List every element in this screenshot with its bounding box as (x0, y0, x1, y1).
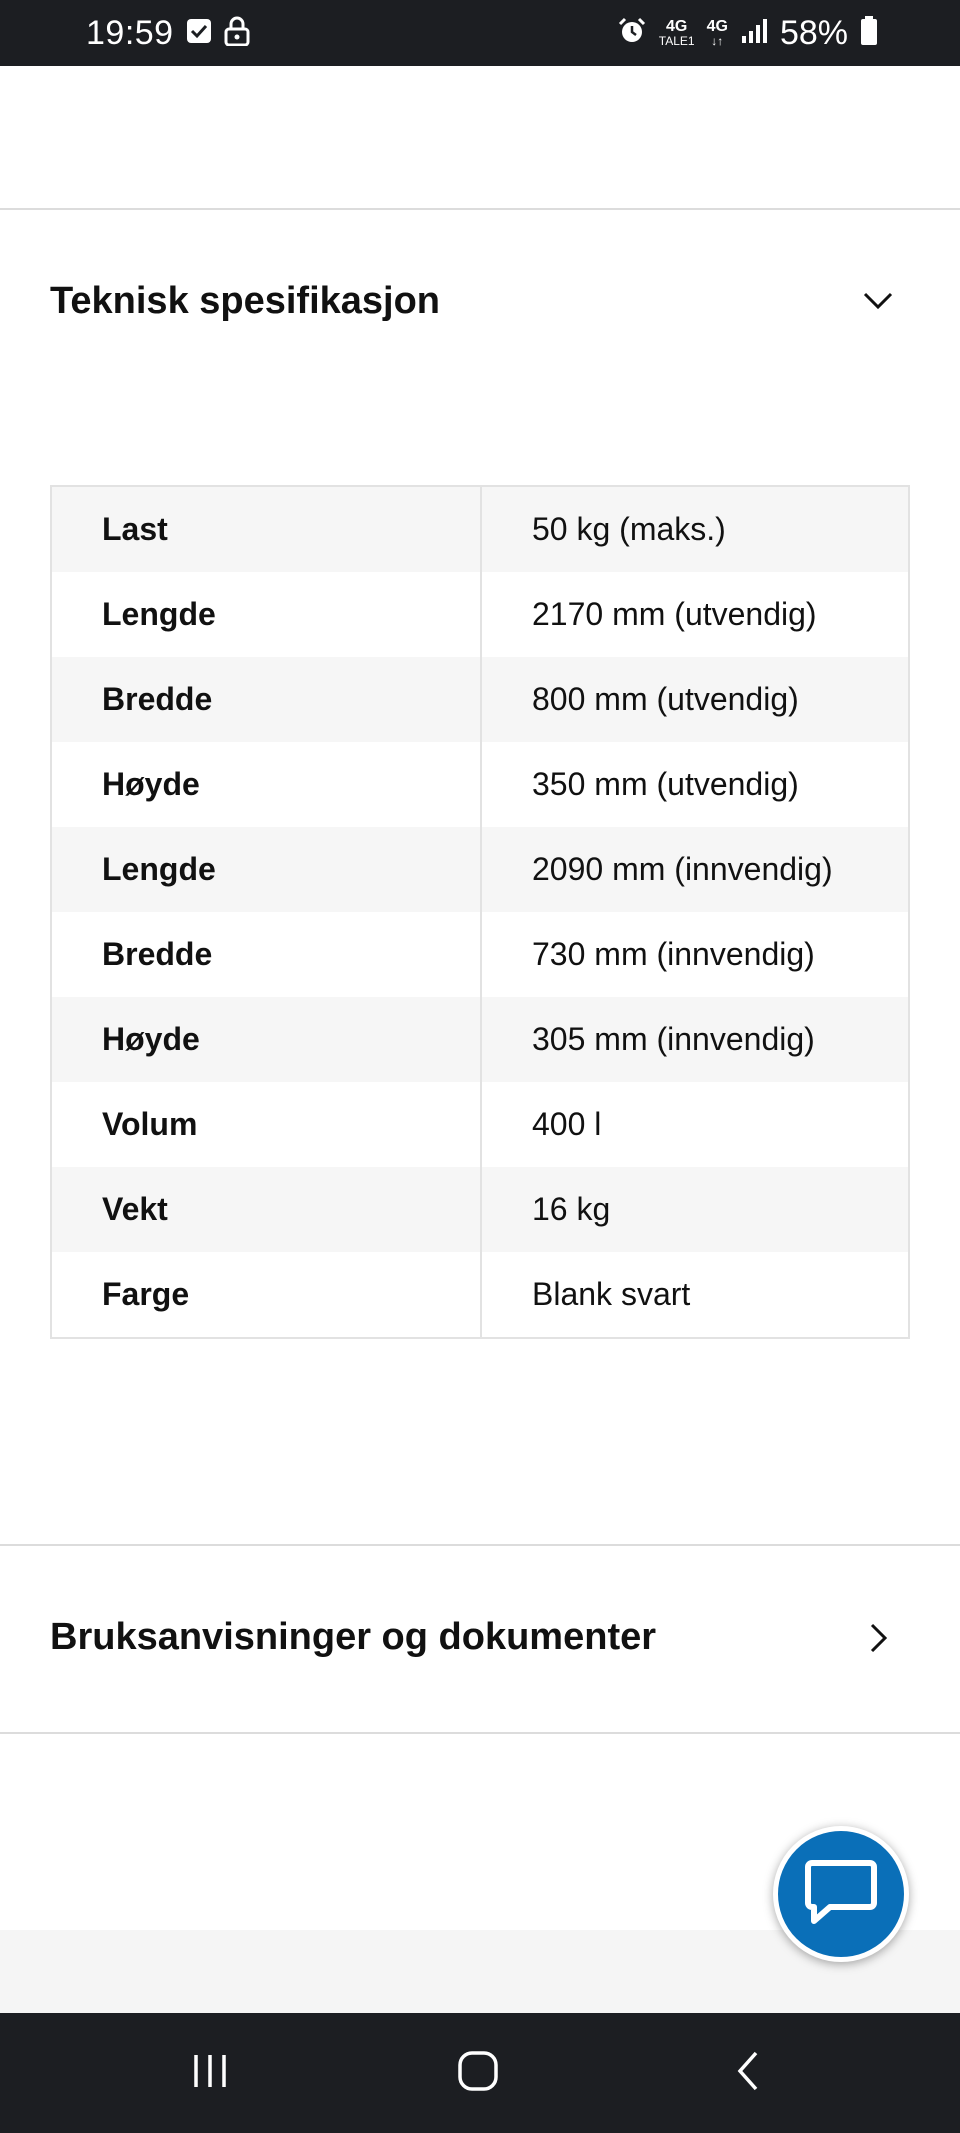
battery-icon (860, 16, 878, 51)
check-icon (186, 18, 212, 49)
table-row (52, 912, 908, 997)
table-row (52, 657, 908, 742)
docs-bottom-divider (0, 1732, 960, 1734)
table-row (52, 997, 908, 1082)
spec-value: 16 kg (532, 1191, 611, 1227)
specs-section-title: Teknisk spesifikasjon (50, 280, 441, 322)
spec-value: 2170 mm (utvendig) (532, 596, 817, 632)
spec-label: Bredde (52, 912, 482, 997)
table-row (52, 1167, 908, 1252)
data-arrows-icon: ↓↑ (711, 34, 724, 48)
signal-icon (740, 18, 768, 49)
back-icon (734, 2049, 762, 2098)
network-1-label: TALE1 (658, 34, 695, 48)
table-row (52, 1082, 908, 1167)
docs-top-divider (0, 1544, 960, 1546)
network-indicator-2 (707, 19, 728, 47)
chevron-down-icon[interactable] (862, 290, 894, 317)
spec-value: 350 mm (utvendig) (532, 766, 799, 802)
lock-icon (224, 16, 250, 51)
battery-percent: 58% (779, 13, 848, 52)
chat-button[interactable] (773, 1826, 909, 1962)
spec-value: 400 l (532, 1106, 602, 1142)
status-time: 19:59 (86, 13, 174, 52)
network-1-type: 4G (666, 18, 688, 35)
spec-label: Lengde (52, 827, 482, 912)
table-row (52, 487, 908, 572)
spec-value: 305 mm (innvendig) (532, 1021, 815, 1057)
spec-label: Last (52, 487, 482, 572)
spec-value: 800 mm (utvendig) (532, 681, 799, 717)
spec-value: 730 mm (innvendig) (532, 936, 815, 972)
home-button[interactable] (398, 2013, 558, 2133)
table-row (52, 827, 908, 912)
table-row (52, 1252, 908, 1337)
network-2-type: 4G (706, 18, 728, 35)
spec-label: Høyde (52, 997, 482, 1082)
spec-label: Høyde (52, 742, 482, 827)
chat-bubble-icon (804, 1857, 878, 1932)
docs-section-title: Bruksanvisninger og dokumenter (50, 1616, 657, 1658)
table-row (52, 742, 908, 827)
alarm-icon (617, 16, 647, 51)
spec-value: Blank svart (532, 1276, 691, 1312)
spec-value: 2090 mm (innvendig) (532, 851, 833, 887)
chevron-right-icon[interactable] (868, 1622, 890, 1659)
back-button[interactable] (668, 2013, 828, 2133)
top-divider (0, 208, 960, 210)
recent-apps-icon (190, 2051, 230, 2096)
table-row (52, 572, 908, 657)
spec-label: Vekt (52, 1167, 482, 1252)
spec-label: Farge (52, 1252, 482, 1337)
spec-label: Lengde (52, 572, 482, 657)
network-indicator-1 (659, 19, 695, 47)
spec-label: Bredde (52, 657, 482, 742)
navigation-bar (0, 2013, 960, 2133)
home-icon (456, 2049, 500, 2098)
spec-label: Volum (52, 1082, 482, 1167)
recent-apps-button[interactable] (130, 2013, 290, 2133)
spec-value: 50 kg (maks.) (532, 511, 726, 547)
spec-table (50, 485, 910, 1339)
status-bar (0, 0, 960, 66)
